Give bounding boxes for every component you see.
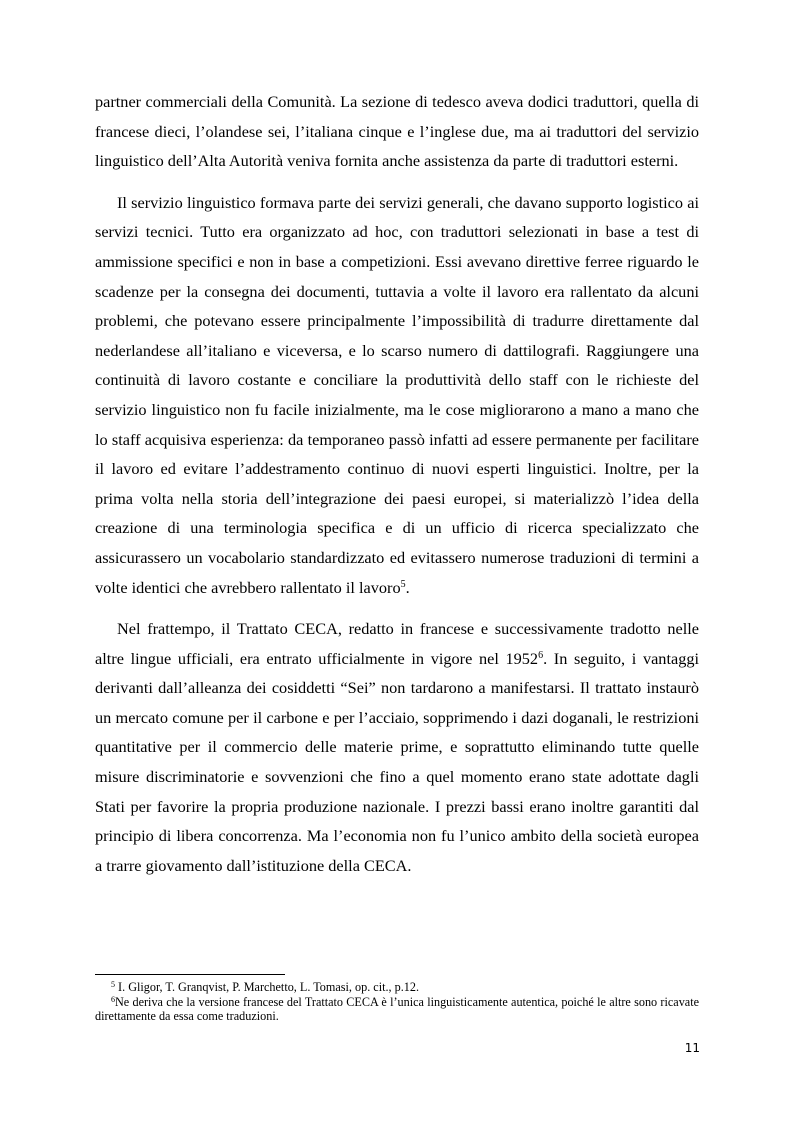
- footnote-text: Ne deriva che la versione francese del Trattato CECA è l’unica linguisticamente autentica, poiché le altre sono ricavate direttamente da essa come traduzioni.: [95, 994, 699, 1024]
- footnote-separator: [95, 974, 285, 975]
- page-number: 11: [684, 1041, 700, 1055]
- footnote-5: [95, 980, 699, 995]
- footnote-ref-5[interactable]: 5: [400, 578, 406, 590]
- footnote-text: I. Gligor, T. Granqvist, P. Marchetto, L. Tomasi, op. cit., p.12.: [115, 980, 419, 994]
- paragraph-3: Nel frattempo, il Trattato CECA, redatto in francese e successivamente tradotto nelle altre lingue ufficiali, era entrato ufficialmente in vigore nel 1952$^6$. In seguito, i vantaggi derivanti dall’alleanza dei cosiddetti “Sei” non tardarono a manifestarsi. Il trattato instaurò un mercato comune per il carbone e per l’acciaio, sopprimendo i dazi doganali, le restrizioni quantitative per il commercio delle materie prime, e soprattutto eliminando tutte quelle misure discriminatorie e sovvenzioni che fino a quel momento erano state adottate dagli Stati per favorire la propria produzione nazionale. I prezzi bassi erano inoltre garantiti dal principio di libera concorrenza. Ma l’economia non fu l’unico ambito della società europea a trarre giovamento dall’istituzione della CECA.: [95, 619, 700, 875]
- body-text: [95, 87, 699, 880]
- paragraph-2: Il servizio linguistico formava parte dei servizi generali, che davano supporto logistico ai servizi tecnici. Tutto era organizzato ad hoc, con traduttori selezionati in base a test di ammissione specifici e non in base a competizioni. Essi avevano direttive ferree riguardo le scadenze per la consegna dei documenti, tuttavia a volte il lavoro era rallentato da alcuni problemi, che potevano essere principalmente l’impossibilità di tradurre direttamente dal nederlandese all’italiano e viceversa, e lo scarso numero di dattilografi. Raggiungere una continuità di lavoro costante e conciliare la produttività dello staff con le richieste del servizio linguistico non fu facile inizialmente, ma le cose migliorarono a mano a mano che lo staff acquisiva esperienza: da temporaneo passò infatti ad essere permanente per facilitare il lavoro ed evitare l’addestramento continuo di nuovi esperti linguistici. Inoltre, per la prima volta nella storia dell’integrazione dei paesi europei, si materializzò l’idea della creazione di una terminologia specifica e di un ufficio di ricerca specializzato che assicurassero un vocabolario standardizzato ed evitassero numerose traduzioni di termini a volte identici che avrebbero rallentato il lavoro$^5$.: [95, 192, 699, 597]
- footnote-6: [95, 995, 699, 1024]
- footnotes: [95, 980, 699, 1024]
- paragraph-1: partner commerciali della Comunità. La sezione di tedesco aveva dodici traduttori, quella di francese dieci, l’olandese sei, l’italiana cinque e l’inglese due, ma ai traduttori del servizio linguistico dell’Alta Autorità veniva fornita anche assistenza da parte di traduttori esterni.: [95, 92, 699, 171]
- footnote-ref-6[interactable]: 6: [538, 649, 544, 661]
- footnote-mark: 5: [111, 980, 115, 989]
- footnote-mark: 6: [111, 994, 115, 1004]
